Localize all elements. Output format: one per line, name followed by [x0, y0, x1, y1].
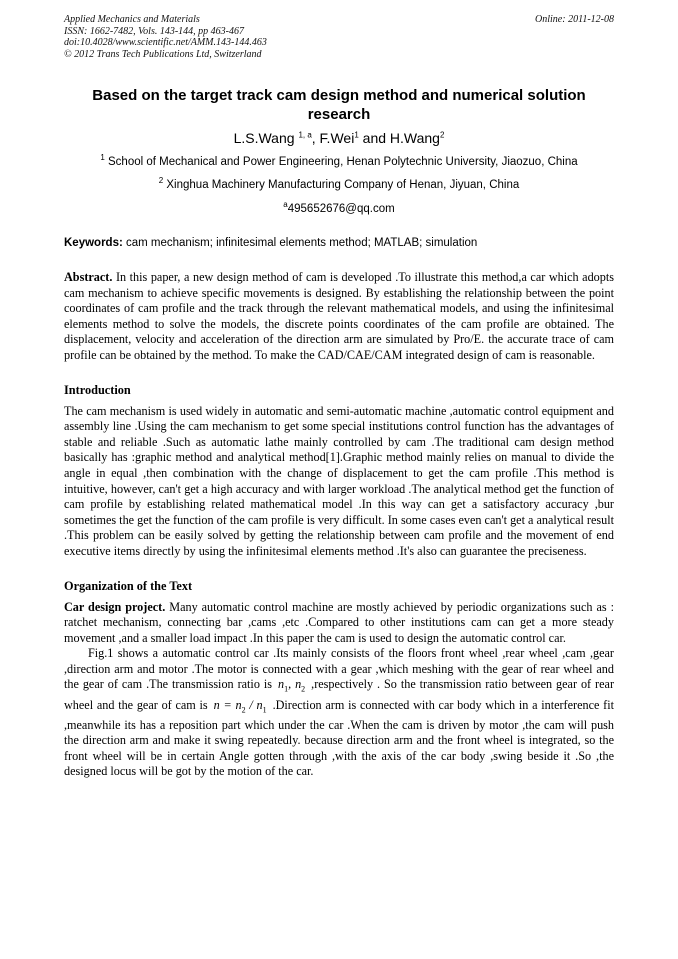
keywords-text: cam mechanism; infinitesimal elements method; MATLAB; simulation: [122, 237, 478, 249]
journal-header: [64, 14, 614, 60]
fig1-paragraph: [64, 646, 614, 780]
author-name: L.S.Wang: [233, 130, 299, 146]
affiliation-2: [64, 178, 614, 192]
email-marker: a: [283, 200, 288, 210]
math-expression: / n: [245, 697, 263, 712]
math-subscript: 2: [301, 684, 306, 694]
math-subscript: 1: [262, 704, 267, 714]
author-email: [64, 202, 614, 216]
paragraph-text: .Direction arm is connected with car body which in a interference fit ,meanwhile its has a reposition part which under the car .When the cam is driven by motor ,the cam will push the direction arm and make it swing repeatedly. because direction arm and the front wheel is integrated, so the front wheel will be in certain Angle gotten through ,with the axis of the car body ,swing beside it .So ,the designed locus will be got by the motion of the car.: [64, 697, 614, 779]
math-symbol: n: [295, 677, 302, 692]
affiliation-text: Xinghua Machinery Manufacturing Company of Henan, Jiyuan, China: [163, 179, 520, 191]
author-superscript: 1: [354, 130, 359, 140]
author-superscript: 1, a: [298, 130, 312, 140]
keywords-label: Keywords:: [64, 237, 123, 249]
introduction-paragraph: The cam mechanism is used widely in automatic and semi-automatic machine ,automatic control equipment and assembly line .Using the cam mechanism to get some special institutions control function has the advantages of stable and reliable .Such as automatic lathe mainly controlled by cam .The traditional cam design method basically has :graphic method and analytical method[1].Graphic method mainly relies on manual to divide the angle in equal ,then combination with the change of displacement to get the cam profile .This method is intuitive, however, can't get a high accuracy and with larger workload .The analytical method get the function of cam profile by establishing related mathematical model .In this way can get a satisfactory accuracy ,bur sometimes the get the function of the cam profile is very difficult. In some cases even can't get a analytical result .This problem can be easily solved by getting the relationship between cam profile and the movement of end executive items directly by using the infinitesimal elements method .It's also can guarantee the preciseness.: [64, 403, 614, 558]
affiliation-text: School of Mechanical and Power Engineering, Henan Polytechnic University, Jiaozuo, China: [104, 156, 578, 168]
math-separator: ,: [288, 677, 296, 692]
transmission-formula: [208, 698, 273, 712]
author-name: , F.Wei: [311, 130, 355, 146]
paper-page: [64, 14, 614, 780]
author-superscript: 2: [439, 130, 445, 140]
paper-title: Based on the target track cam design method and numerical solution research: [92, 87, 586, 123]
affiliation-1: [64, 155, 614, 169]
ratio-formula: [272, 677, 311, 694]
section-heading-introduction: Introduction: [64, 382, 131, 397]
online-date: Online: 2011-12-08: [535, 14, 614, 25]
author-list: [64, 129, 614, 147]
paragraph-text: Fig.1 shows a automatic control car .Its mainly consists of the floors front wheel ,rear wheel ,cam ,gear ,direction arm and motor .The motor is connected with a gear ,which meshing with the gear of rear wheel and the gear of cam .The transmission ratio is: [64, 646, 614, 692]
car-design-paragraph: [64, 600, 614, 647]
paragraph-text: ,respectively . So the transmission ratio between gear of rear wheel and the gear of cam is: [64, 677, 614, 712]
car-design-text: Many automatic control machine are mostly achieved by periodic organizations such as : ratchet mechanism, connecting bar ,cams ,etc .Compared to other institutions cam can get a more steady movement ,and a smaller load impact .In this paper the cam is used to design the automatic control car.: [64, 599, 614, 645]
abstract: [64, 270, 614, 364]
math-symbol: n: [277, 677, 285, 692]
issn-line: ISSN: 1662-7482, Vols. 143-144, pp 463-467: [64, 25, 244, 37]
math-subscript: 1: [284, 684, 289, 694]
author-name: and H.Wang: [358, 130, 440, 146]
math-expression: n = n: [213, 697, 242, 712]
abstract-label: Abstract.: [64, 270, 113, 284]
abstract-text: In this paper, a new design method of cam is developed .To illustrate this method,a car which adopts cam mechanism to achieve specific movements is designed. By establishing the relationship between the point coordinates of cam profile and the track through the relevant mathematical models, and using the infinitesimal elements method to solve the models, the discrete points coordinates of the cam profile are obtained. The displacement, velocity and acceleration of the direction arm are simulated by Pro/E. the accurate trace of cam profile can be obtained by the method. To make the CAD/CAE/CAM integrated design of cam is reasonable.: [64, 270, 614, 362]
email-text[interactable]: 495652676@qq.com: [287, 203, 395, 215]
keywords: [64, 236, 614, 250]
car-design-label: Car design project.: [64, 599, 166, 614]
math-subscript: 2: [241, 704, 246, 714]
doi-line: doi:10.4028/www.scientific.net/AMM.143-144.463: [64, 37, 267, 48]
affiliation-marker: 2: [158, 176, 164, 186]
section-heading-organization: Organization of the Text: [64, 578, 193, 593]
journal-name: Applied Mechanics and Materials: [64, 14, 200, 25]
copyright-line: © 2012 Trans Tech Publications Ltd, Switzerland: [64, 48, 262, 60]
affiliation-marker: 1: [100, 153, 105, 163]
